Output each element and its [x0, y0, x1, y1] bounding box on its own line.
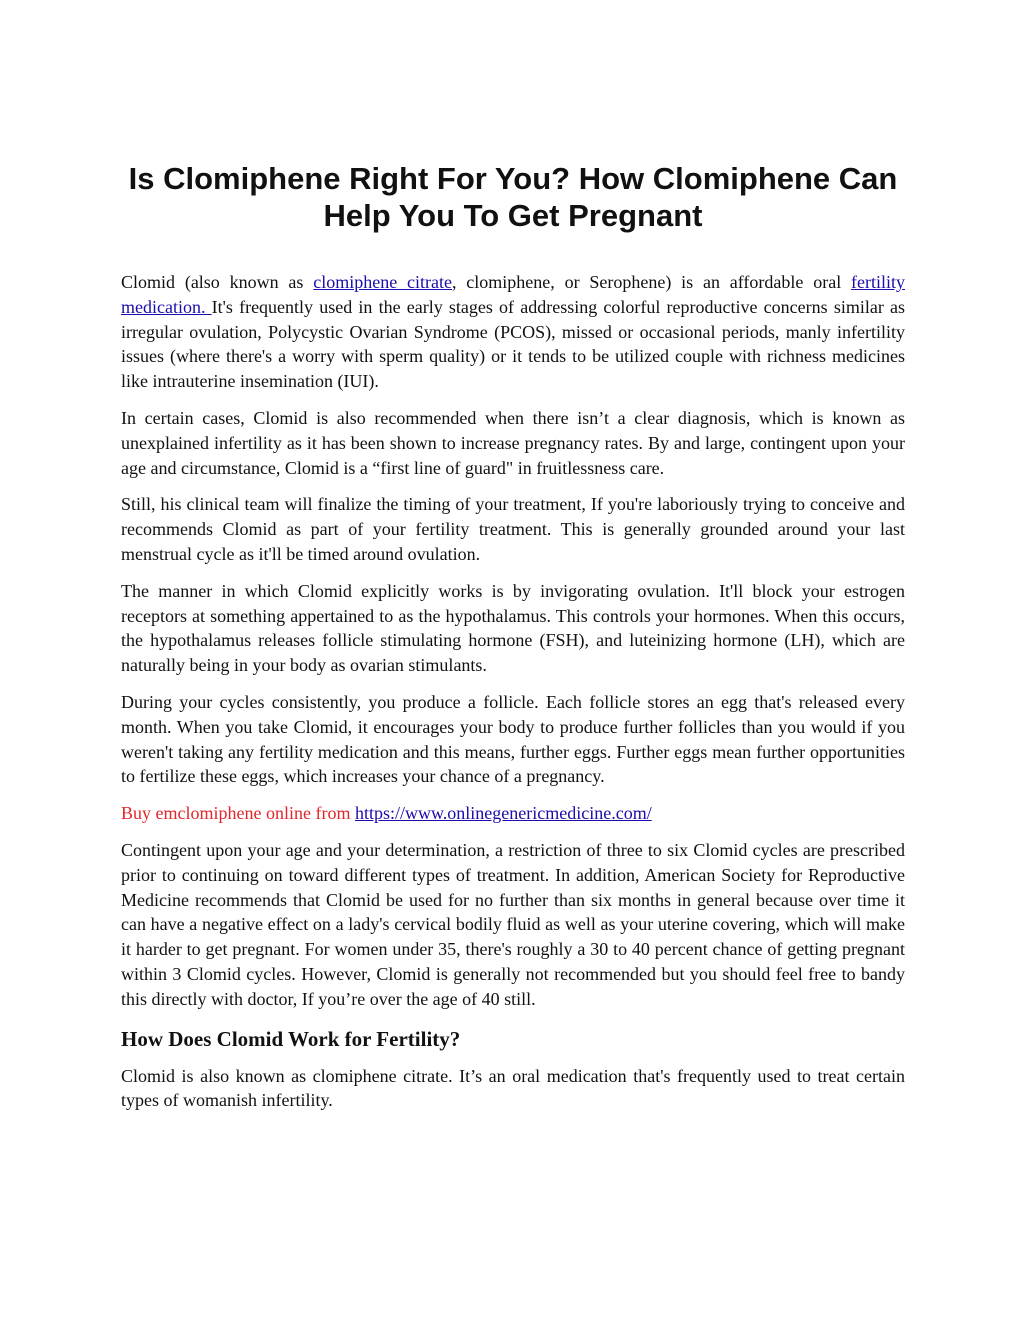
paragraph-unexplained-infertility: In certain cases, Clomid is also recommended when there isn’t a clear diagnosis, which is known as unexplained infertility as it has been shown to increase pregnancy rates. By and large, contingent upon your age and circumstance, Clomid is a “first line of guard" in fruitlessness care.: [121, 407, 905, 478]
paragraph-cycles-limit: Contingent upon your age and your determination, a restriction of three to six Clomid cycles are prescribed prior to continuing on toward different types of treatment. In addition, American Society for Reproductive Medicine recommends that Clomid be used for no further than six months in general because over time it can have a negative effect on a lady's cervical bodily fluid as well as your uterine covering, which will make it harder to get pregnant. For women under 35, there's roughly a 30 to 40 percent chance of getting pregnant within 3 Clomid cycles. However, Clomid is generally not recommended but you should feel free to bandy this directly with doctor, If you’re over the age of 40 still.: [121, 839, 905, 1009]
clomiphene-citrate-link[interactable]: clomiphene citrate: [313, 272, 452, 292]
document-body: [121, 270, 905, 1125]
buy-online-line: [121, 801, 905, 826]
paragraph-clomid-definition: Clomid is also known as clomiphene citrate. It’s an oral medication that's frequently used to treat certain types of womanish infertility.: [121, 1065, 905, 1111]
intro-text-1: Clomid (also known as: [121, 272, 314, 292]
section-heading: How Does Clomid Work for Fertility?: [121, 1026, 461, 1051]
page-title: Is Clomiphene Right For You? How Clomiphene Can Help You To Get Pregnant: [128, 161, 898, 233]
fertility-medication-link[interactable]: fertility medication.: [121, 272, 905, 317]
paragraph-follicles: During your cycles consistently, you produce a follicle. Each follicle stores an egg that's released every month. When you take Clomid, it encourages your body to produce further follicles than you would if you weren't taking any fertility medication and this means, further eggs. Further eggs mean further opportunities to fertilize these eggs, which increases your chance of a pregnancy.: [121, 691, 905, 787]
intro-text-3: It's frequently used in the early stages of addressing colorful reproductive concerns similar as irregular ovulation, Polycystic Ovarian Syndrome (PCOS), missed or occasional periods, manly infertility issues (where there's a worry with sperm quality) or it tends to be utilized couple with richness medicines like intrauterine insemination (IUI).: [121, 296, 905, 392]
intro-text-2: , clomiphene, or Serophene) is an affordable oral: [451, 272, 852, 292]
buy-online-text: Buy emclomiphene online from: [121, 803, 355, 824]
online-pharmacy-link[interactable]: https://www.onlinegenericmedicine.com/: [354, 803, 652, 824]
paragraph-how-clomid-works: The manner in which Clomid explicitly works is by invigorating ovulation. It'll block your estrogen receptors at something appertained to as the hypothalamus. This controls your hormones. When this occurs, the hypothalamus releases follicle stimulating hormone (FSH), and luteinizing hormone (LH), which are naturally being in your body as ovarian stimulants.: [121, 580, 905, 676]
paragraph-treatment-timing: Still, his clinical team will finalize the timing of your treatment, If you're laboriously trying to conceive and recommends Clomid as part of your fertility treatment. This is generally grounded around your last menstrual cycle as it'll be timed around ovulation.: [121, 494, 905, 564]
paragraph-intro: [121, 270, 905, 394]
